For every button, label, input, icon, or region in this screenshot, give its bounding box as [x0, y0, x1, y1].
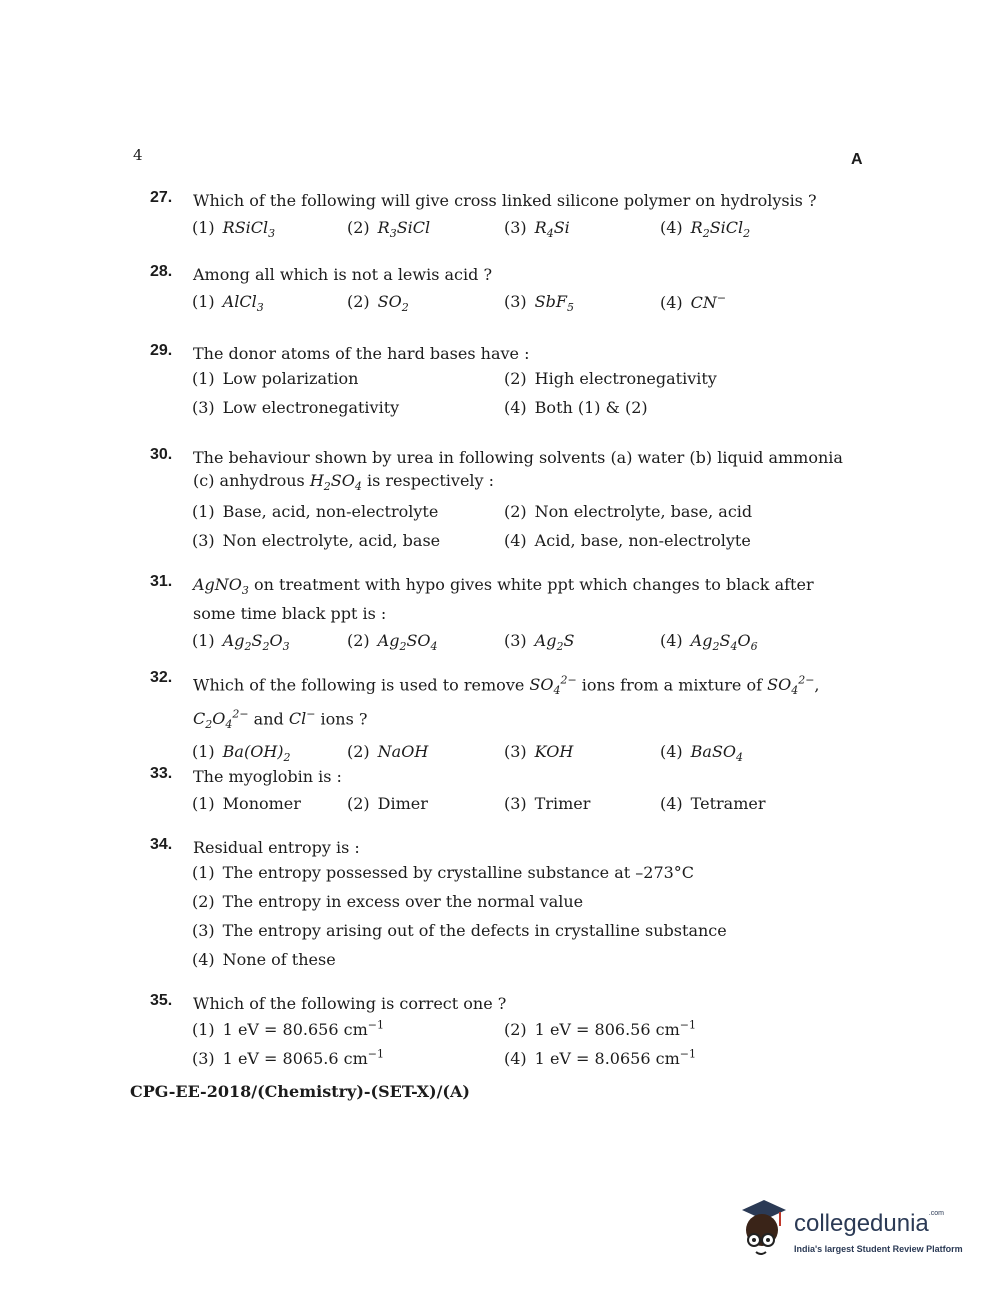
question-text: Which of the following is correct one ?	[193, 994, 507, 1013]
option-4: (4) Both (1) & (2)	[504, 398, 648, 417]
option-3: (3) Low electronegativity	[192, 398, 400, 417]
option-1: (1) The entropy possessed by crystalline substance at –273°C	[192, 863, 695, 882]
option-3: (3) Non electrolyte, acid, base	[192, 531, 441, 551]
option-1: (1) $Ba(OH)_2$	[192, 742, 291, 765]
question-text: The myoglobin is :	[193, 767, 342, 786]
question-number: 33.	[150, 765, 173, 782]
option-4: (4) BaSO$_4$	[660, 742, 744, 765]
question-33	[150, 765, 860, 818]
option-3: (3) 1 eV = 8065.6 $cm^{-1}$	[192, 1048, 384, 1069]
option-1: (1) $Ag_2S_2O_3$	[192, 631, 290, 654]
question-text: Which of the following is used to remove $SO_4^{2-}$ ions from a mixture of $SO_4^{2-}$, $C_2O_4^{2-}$ and Cl− ions ?	[193, 674, 820, 732]
question-32	[150, 669, 860, 766]
option-1: (1) Base, acid, non-electrolyte	[192, 502, 439, 522]
option-2: (2) Dimer	[347, 794, 428, 813]
question-text: Among all which is not a lewis acid ?	[193, 265, 493, 284]
question-text: The behaviour shown by urea in following solvents (a) water (b) liquid ammonia (c) anhydrous $H_2SO_4$ is respectively :	[193, 448, 843, 494]
question-number: 35.	[150, 992, 173, 1009]
collegedunia-logo	[736, 1196, 966, 1266]
question-30	[150, 446, 860, 556]
option-4: (4) $Ag_2S_4O_6$	[660, 631, 758, 654]
question-35	[150, 992, 860, 1073]
option-1: (1) AlCl$_3$	[192, 292, 264, 315]
option-1: (1) 1 eV = 80.656 $cm^{-1}$	[192, 1019, 384, 1040]
option-2: (2) NaOH	[347, 742, 429, 762]
option-4: (4) CN−	[660, 292, 727, 313]
question-number: 34.	[150, 836, 173, 853]
question-28	[150, 263, 860, 316]
option-1: (1) RSiCl$_3$	[192, 218, 276, 241]
option-2: (2) Non electrolyte, base, acid	[504, 502, 753, 522]
option-2: (2) $Ag_2SO_4$	[347, 631, 438, 654]
option-2: (2) $SO_2$	[347, 292, 409, 315]
option-4: (4) $R_2SiCl_2$	[660, 218, 751, 241]
option-3: (3) $Ag_2S$	[504, 631, 575, 654]
question-34	[150, 836, 860, 975]
question-number: 28.	[150, 263, 173, 280]
logo-tagline: India's largest Student Review Platform	[794, 1244, 963, 1254]
question-number: 31.	[150, 573, 173, 590]
option-3: (3) KOH	[504, 742, 574, 762]
question-text: Which of the following will give cross linked silicone polymer on hydrolysis ?	[193, 191, 817, 210]
option-3: (3) The entropy arising out of the defects in crystalline substance	[192, 921, 727, 940]
option-3: (3) $R_4Si$	[504, 218, 570, 241]
option-2: (2) High electronegativity	[504, 369, 717, 388]
option-4: (4) Tetramer	[660, 794, 766, 813]
set-letter: A	[851, 151, 863, 168]
question-27	[150, 189, 860, 242]
question-number: 32.	[150, 669, 173, 686]
logo-name: collegedunia	[794, 1210, 929, 1237]
option-4: (4) None of these	[192, 950, 336, 969]
question-text: Residual entropy is :	[193, 838, 360, 857]
option-3: (3) SbF$_5$	[504, 292, 574, 315]
option-4: (4) Acid, base, non-electrolyte	[504, 531, 751, 551]
page-number: 4	[133, 146, 143, 164]
option-1: (1) Low polarization	[192, 369, 359, 388]
question-31	[150, 573, 860, 655]
option-1: (1) Monomer	[192, 794, 301, 813]
question-text: AgNO$_3$ on treatment with hypo gives white ppt which changes to black after some time black ppt is :	[193, 575, 814, 624]
option-4: (4) 1 eV = 8.0656 $cm^{-1}$	[504, 1048, 696, 1069]
question-text: The donor atoms of the hard bases have :	[193, 344, 530, 363]
option-3: (3) Trimer	[504, 794, 591, 813]
option-2: (2) 1 eV = 806.56 $cm^{-1}$	[504, 1019, 696, 1040]
question-number: 30.	[150, 446, 173, 463]
question-number: 29.	[150, 342, 173, 359]
option-2: (2) $R_3SiCl$	[347, 218, 431, 241]
question-29	[150, 342, 860, 423]
logo-suffix: .com	[928, 1210, 944, 1217]
mascot-icon	[736, 1196, 792, 1262]
question-number: 27.	[150, 189, 173, 206]
paper-code: CPG-EE-2018/(Chemistry)-(SET-X)/(A)	[130, 1082, 470, 1101]
option-2: (2) The entropy in excess over the normal value	[192, 892, 584, 911]
